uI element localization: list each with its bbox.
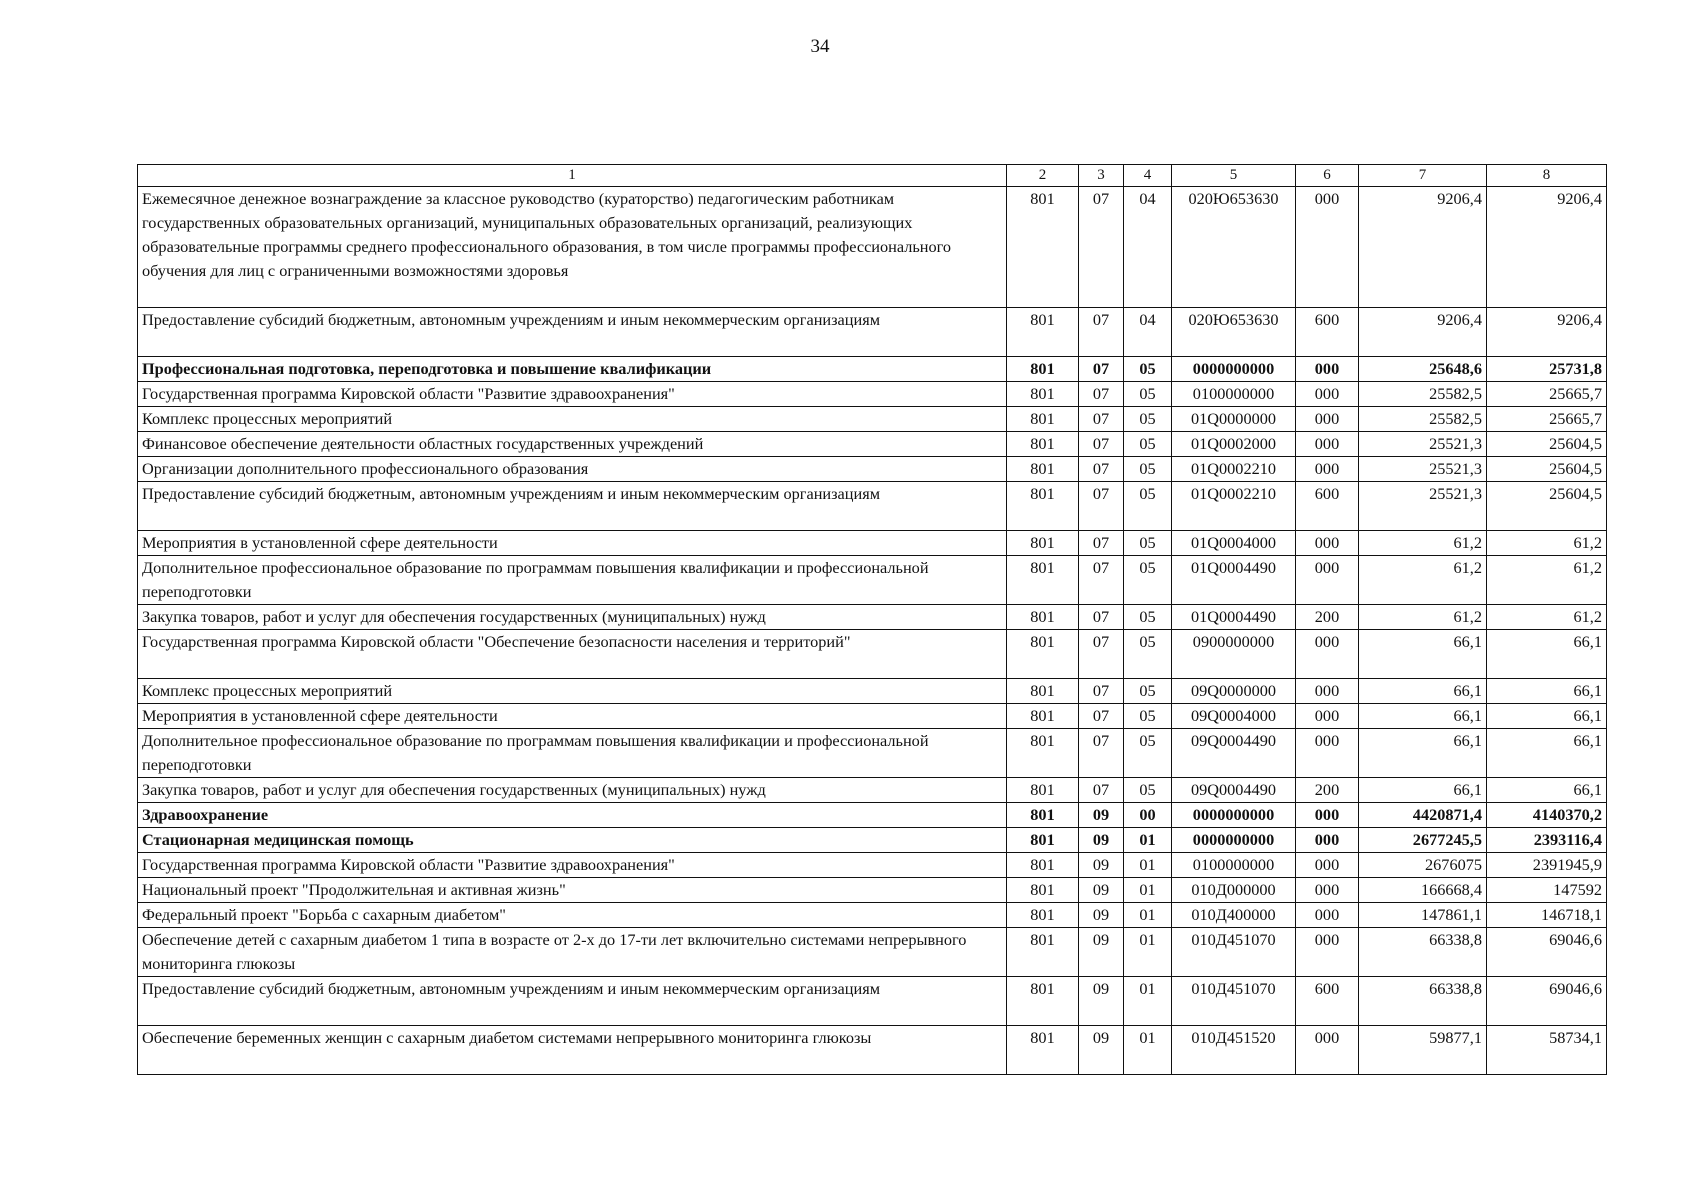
col7-cell: 25521,3	[1359, 432, 1487, 457]
header-cell: 1	[138, 165, 1007, 187]
row-name-cell: Государственная программа Кировской области "Обеспечение безопасности населения и территорий"	[138, 630, 1007, 679]
row-name-cell: Федеральный проект "Борьба с сахарным диабетом"	[138, 903, 1007, 928]
col3-cell: 07	[1079, 382, 1124, 407]
col5-cell: 01Q0002000	[1172, 432, 1296, 457]
col7-cell: 25521,3	[1359, 457, 1487, 482]
col8-cell: 25731,8	[1487, 357, 1607, 382]
col6-cell: 200	[1296, 605, 1359, 630]
col7-cell: 66,1	[1359, 778, 1487, 803]
col3-cell: 07	[1079, 482, 1124, 531]
col4-cell: 04	[1124, 187, 1172, 308]
col6-cell: 600	[1296, 308, 1359, 357]
col8-cell: 147592	[1487, 878, 1607, 903]
col8-cell: 66,1	[1487, 778, 1607, 803]
header-row	[138, 165, 1607, 187]
col8-cell: 66,1	[1487, 704, 1607, 729]
col4-cell: 05	[1124, 704, 1172, 729]
col2-cell: 801	[1007, 803, 1079, 828]
col4-cell: 05	[1124, 432, 1172, 457]
col4-cell: 05	[1124, 357, 1172, 382]
col2-cell: 801	[1007, 878, 1079, 903]
col8-cell: 58734,1	[1487, 1026, 1607, 1075]
page-number: 34	[810, 36, 830, 57]
table-row	[138, 187, 1607, 308]
row-name-cell: Обеспечение детей с сахарным диабетом 1 типа в возрасте от 2-х до 17-ти лет включительно системами непрерывного мониторинга глюкозы	[138, 928, 1007, 977]
col8-cell: 69046,6	[1487, 928, 1607, 977]
col4-cell: 05	[1124, 556, 1172, 605]
col2-cell: 801	[1007, 928, 1079, 977]
col7-cell: 66338,8	[1359, 977, 1487, 1026]
col2-cell: 801	[1007, 853, 1079, 878]
col6-cell: 200	[1296, 778, 1359, 803]
col5-cell: 020Ю653630	[1172, 187, 1296, 308]
col8-cell: 2393116,4	[1487, 828, 1607, 853]
col7-cell: 2677245,5	[1359, 828, 1487, 853]
col5-cell: 0000000000	[1172, 357, 1296, 382]
col3-cell: 09	[1079, 853, 1124, 878]
col4-cell: 05	[1124, 679, 1172, 704]
row-name-cell: Мероприятия в установленной сфере деятельности	[138, 531, 1007, 556]
col7-cell: 61,2	[1359, 556, 1487, 605]
col4-cell: 05	[1124, 729, 1172, 778]
col4-cell: 01	[1124, 828, 1172, 853]
col6-cell: 000	[1296, 704, 1359, 729]
col3-cell: 07	[1079, 531, 1124, 556]
col7-cell: 25648,6	[1359, 357, 1487, 382]
col4-cell: 05	[1124, 605, 1172, 630]
col4-cell: 01	[1124, 903, 1172, 928]
col5-cell: 0000000000	[1172, 828, 1296, 853]
table-row	[138, 828, 1607, 853]
col6-cell: 000	[1296, 630, 1359, 679]
row-name-cell: Организации дополнительного профессионального образования	[138, 457, 1007, 482]
col3-cell: 07	[1079, 778, 1124, 803]
header-cell: 6	[1296, 165, 1359, 187]
table-row	[138, 407, 1607, 432]
col5-cell: 010Д000000	[1172, 878, 1296, 903]
col4-cell: 05	[1124, 778, 1172, 803]
col5-cell: 01Q0004490	[1172, 605, 1296, 630]
col5-cell: 010Д451070	[1172, 928, 1296, 977]
row-name-cell: Закупка товаров, работ и услуг для обеспечения государственных (муниципальных) нужд	[138, 605, 1007, 630]
col6-cell: 000	[1296, 1026, 1359, 1075]
col2-cell: 801	[1007, 679, 1079, 704]
col3-cell: 07	[1079, 187, 1124, 308]
col8-cell: 9206,4	[1487, 187, 1607, 308]
col2-cell: 801	[1007, 704, 1079, 729]
table-row	[138, 803, 1607, 828]
col2-cell: 801	[1007, 432, 1079, 457]
header-cell: 2	[1007, 165, 1079, 187]
col2-cell: 801	[1007, 382, 1079, 407]
col2-cell: 801	[1007, 605, 1079, 630]
col3-cell: 07	[1079, 556, 1124, 605]
col4-cell: 01	[1124, 1026, 1172, 1075]
col4-cell: 01	[1124, 853, 1172, 878]
table-row	[138, 704, 1607, 729]
col7-cell: 66,1	[1359, 704, 1487, 729]
table-row	[138, 729, 1607, 778]
col4-cell: 05	[1124, 457, 1172, 482]
col5-cell: 010Д451070	[1172, 977, 1296, 1026]
col3-cell: 09	[1079, 878, 1124, 903]
col3-cell: 07	[1079, 729, 1124, 778]
header-cell: 8	[1487, 165, 1607, 187]
table-row	[138, 903, 1607, 928]
col6-cell: 000	[1296, 679, 1359, 704]
row-name-cell: Предоставление субсидий бюджетным, автономным учреждениям и иным некоммерческим организациям	[138, 482, 1007, 531]
col7-cell: 25582,5	[1359, 407, 1487, 432]
col3-cell: 07	[1079, 432, 1124, 457]
col5-cell: 020Ю653630	[1172, 308, 1296, 357]
col3-cell: 07	[1079, 679, 1124, 704]
col3-cell: 09	[1079, 1026, 1124, 1075]
table-row	[138, 853, 1607, 878]
col7-cell: 66338,8	[1359, 928, 1487, 977]
col2-cell: 801	[1007, 828, 1079, 853]
row-name-cell: Ежемесячное денежное вознаграждение за классное руководство (кураторство) педагогическим работникам государственных образовательных организаций, муниципальных образовательных организаций, реализующих образовательные программы среднего профессионального образования, в том числе программы профессионального обучения для лиц с ограниченными возможностями здоровья	[138, 187, 1007, 308]
col6-cell: 000	[1296, 556, 1359, 605]
col5-cell: 010Д451520	[1172, 1026, 1296, 1075]
col3-cell: 09	[1079, 903, 1124, 928]
table-row	[138, 308, 1607, 357]
row-name-cell: Закупка товаров, работ и услуг для обеспечения государственных (муниципальных) нужд	[138, 778, 1007, 803]
col6-cell: 000	[1296, 903, 1359, 928]
col4-cell: 05	[1124, 531, 1172, 556]
col8-cell: 66,1	[1487, 679, 1607, 704]
col4-cell: 01	[1124, 977, 1172, 1026]
col3-cell: 07	[1079, 704, 1124, 729]
col7-cell: 61,2	[1359, 531, 1487, 556]
col6-cell: 600	[1296, 482, 1359, 531]
col8-cell: 2391945,9	[1487, 853, 1607, 878]
col8-cell: 25665,7	[1487, 382, 1607, 407]
table-row	[138, 778, 1607, 803]
col8-cell: 4140370,2	[1487, 803, 1607, 828]
row-name-cell: Государственная программа Кировской области "Развитие здравоохранения"	[138, 853, 1007, 878]
col5-cell: 0900000000	[1172, 630, 1296, 679]
col3-cell: 07	[1079, 308, 1124, 357]
col5-cell: 0000000000	[1172, 803, 1296, 828]
table-row	[138, 928, 1607, 977]
col5-cell: 09Q0004490	[1172, 778, 1296, 803]
col5-cell: 01Q0002210	[1172, 457, 1296, 482]
table-row	[138, 382, 1607, 407]
col3-cell: 09	[1079, 977, 1124, 1026]
header-cell: 3	[1079, 165, 1124, 187]
col2-cell: 801	[1007, 556, 1079, 605]
table-row	[138, 878, 1607, 903]
header-cell: 7	[1359, 165, 1487, 187]
col7-cell: 147861,1	[1359, 903, 1487, 928]
col5-cell: 01Q0002210	[1172, 482, 1296, 531]
col8-cell: 25604,5	[1487, 457, 1607, 482]
row-name-cell: Государственная программа Кировской области "Развитие здравоохранения"	[138, 382, 1007, 407]
col4-cell: 01	[1124, 928, 1172, 977]
row-name-cell: Стационарная медицинская помощь	[138, 828, 1007, 853]
table-row	[138, 679, 1607, 704]
col3-cell: 09	[1079, 928, 1124, 977]
col8-cell: 66,1	[1487, 729, 1607, 778]
col4-cell: 05	[1124, 407, 1172, 432]
col6-cell: 000	[1296, 828, 1359, 853]
col8-cell: 61,2	[1487, 531, 1607, 556]
col7-cell: 25582,5	[1359, 382, 1487, 407]
col2-cell: 801	[1007, 778, 1079, 803]
col4-cell: 05	[1124, 630, 1172, 679]
col5-cell: 01Q0004000	[1172, 531, 1296, 556]
col6-cell: 000	[1296, 928, 1359, 977]
col6-cell: 000	[1296, 432, 1359, 457]
col5-cell: 0100000000	[1172, 853, 1296, 878]
col3-cell: 07	[1079, 357, 1124, 382]
col3-cell: 09	[1079, 803, 1124, 828]
col4-cell: 00	[1124, 803, 1172, 828]
col2-cell: 801	[1007, 977, 1079, 1026]
col6-cell: 000	[1296, 803, 1359, 828]
col8-cell: 9206,4	[1487, 308, 1607, 357]
col3-cell: 07	[1079, 407, 1124, 432]
table-body	[138, 187, 1607, 1075]
col6-cell: 600	[1296, 977, 1359, 1026]
table-row	[138, 630, 1607, 679]
col7-cell: 25521,3	[1359, 482, 1487, 531]
col5-cell: 09Q0004000	[1172, 704, 1296, 729]
col6-cell: 000	[1296, 853, 1359, 878]
col4-cell: 04	[1124, 308, 1172, 357]
col5-cell: 01Q0000000	[1172, 407, 1296, 432]
table-row	[138, 482, 1607, 531]
col8-cell: 25604,5	[1487, 432, 1607, 457]
col6-cell: 000	[1296, 407, 1359, 432]
col4-cell: 05	[1124, 482, 1172, 531]
col7-cell: 9206,4	[1359, 308, 1487, 357]
row-name-cell: Комплекс процессных мероприятий	[138, 407, 1007, 432]
table-row	[138, 457, 1607, 482]
col6-cell: 000	[1296, 878, 1359, 903]
col4-cell: 05	[1124, 382, 1172, 407]
row-name-cell: Профессиональная подготовка, переподготовка и повышение квалификации	[138, 357, 1007, 382]
col2-cell: 801	[1007, 531, 1079, 556]
col8-cell: 25604,5	[1487, 482, 1607, 531]
col5-cell: 01Q0004490	[1172, 556, 1296, 605]
col2-cell: 801	[1007, 357, 1079, 382]
col6-cell: 000	[1296, 729, 1359, 778]
row-name-cell: Дополнительное профессиональное образование по программам повышения квалификации и профессиональной переподготовки	[138, 729, 1007, 778]
row-name-cell: Национальный проект "Продолжительная и активная жизнь"	[138, 878, 1007, 903]
col2-cell: 801	[1007, 630, 1079, 679]
col3-cell: 09	[1079, 828, 1124, 853]
col6-cell: 000	[1296, 382, 1359, 407]
col7-cell: 66,1	[1359, 630, 1487, 679]
table-row	[138, 605, 1607, 630]
col8-cell: 66,1	[1487, 630, 1607, 679]
col8-cell: 25665,7	[1487, 407, 1607, 432]
col7-cell: 4420871,4	[1359, 803, 1487, 828]
row-name-cell: Обеспечение беременных женщин с сахарным диабетом системами непрерывного мониторинга глюкозы	[138, 1026, 1007, 1075]
col5-cell: 09Q0004490	[1172, 729, 1296, 778]
col5-cell: 0100000000	[1172, 382, 1296, 407]
row-name-cell: Комплекс процессных мероприятий	[138, 679, 1007, 704]
col2-cell: 801	[1007, 407, 1079, 432]
col2-cell: 801	[1007, 482, 1079, 531]
col8-cell: 61,2	[1487, 556, 1607, 605]
col2-cell: 801	[1007, 1026, 1079, 1075]
row-name-cell: Финансовое обеспечение деятельности областных государственных учреждений	[138, 432, 1007, 457]
row-name-cell: Дополнительное профессиональное образование по программам повышения квалификации и профессиональной переподготовки	[138, 556, 1007, 605]
table-row	[138, 357, 1607, 382]
col8-cell: 69046,6	[1487, 977, 1607, 1026]
col7-cell: 66,1	[1359, 729, 1487, 778]
col3-cell: 07	[1079, 605, 1124, 630]
col2-cell: 801	[1007, 187, 1079, 308]
col2-cell: 801	[1007, 903, 1079, 928]
row-name-cell: Здравоохранение	[138, 803, 1007, 828]
col6-cell: 000	[1296, 457, 1359, 482]
col7-cell: 166668,4	[1359, 878, 1487, 903]
table-row	[138, 432, 1607, 457]
table-row	[138, 556, 1607, 605]
col7-cell: 9206,4	[1359, 187, 1487, 308]
col2-cell: 801	[1007, 308, 1079, 357]
col8-cell: 146718,1	[1487, 903, 1607, 928]
header-cell: 4	[1124, 165, 1172, 187]
col7-cell: 66,1	[1359, 679, 1487, 704]
table-row	[138, 531, 1607, 556]
col2-cell: 801	[1007, 729, 1079, 778]
col6-cell: 000	[1296, 531, 1359, 556]
row-name-cell: Предоставление субсидий бюджетным, автономным учреждениям и иным некоммерческим организациям	[138, 308, 1007, 357]
col7-cell: 61,2	[1359, 605, 1487, 630]
row-name-cell: Мероприятия в установленной сфере деятельности	[138, 704, 1007, 729]
col3-cell: 07	[1079, 630, 1124, 679]
row-name-cell: Предоставление субсидий бюджетным, автономным учреждениям и иным некоммерческим организациям	[138, 977, 1007, 1026]
col7-cell: 2676075	[1359, 853, 1487, 878]
col2-cell: 801	[1007, 457, 1079, 482]
header-cell: 5	[1172, 165, 1296, 187]
col3-cell: 07	[1079, 457, 1124, 482]
col6-cell: 000	[1296, 357, 1359, 382]
col5-cell: 010Д400000	[1172, 903, 1296, 928]
table-row	[138, 1026, 1607, 1075]
table-row	[138, 977, 1607, 1026]
col4-cell: 01	[1124, 878, 1172, 903]
col6-cell: 000	[1296, 187, 1359, 308]
budget-table	[137, 164, 1607, 1075]
col5-cell: 09Q0000000	[1172, 679, 1296, 704]
col8-cell: 61,2	[1487, 605, 1607, 630]
col7-cell: 59877,1	[1359, 1026, 1487, 1075]
